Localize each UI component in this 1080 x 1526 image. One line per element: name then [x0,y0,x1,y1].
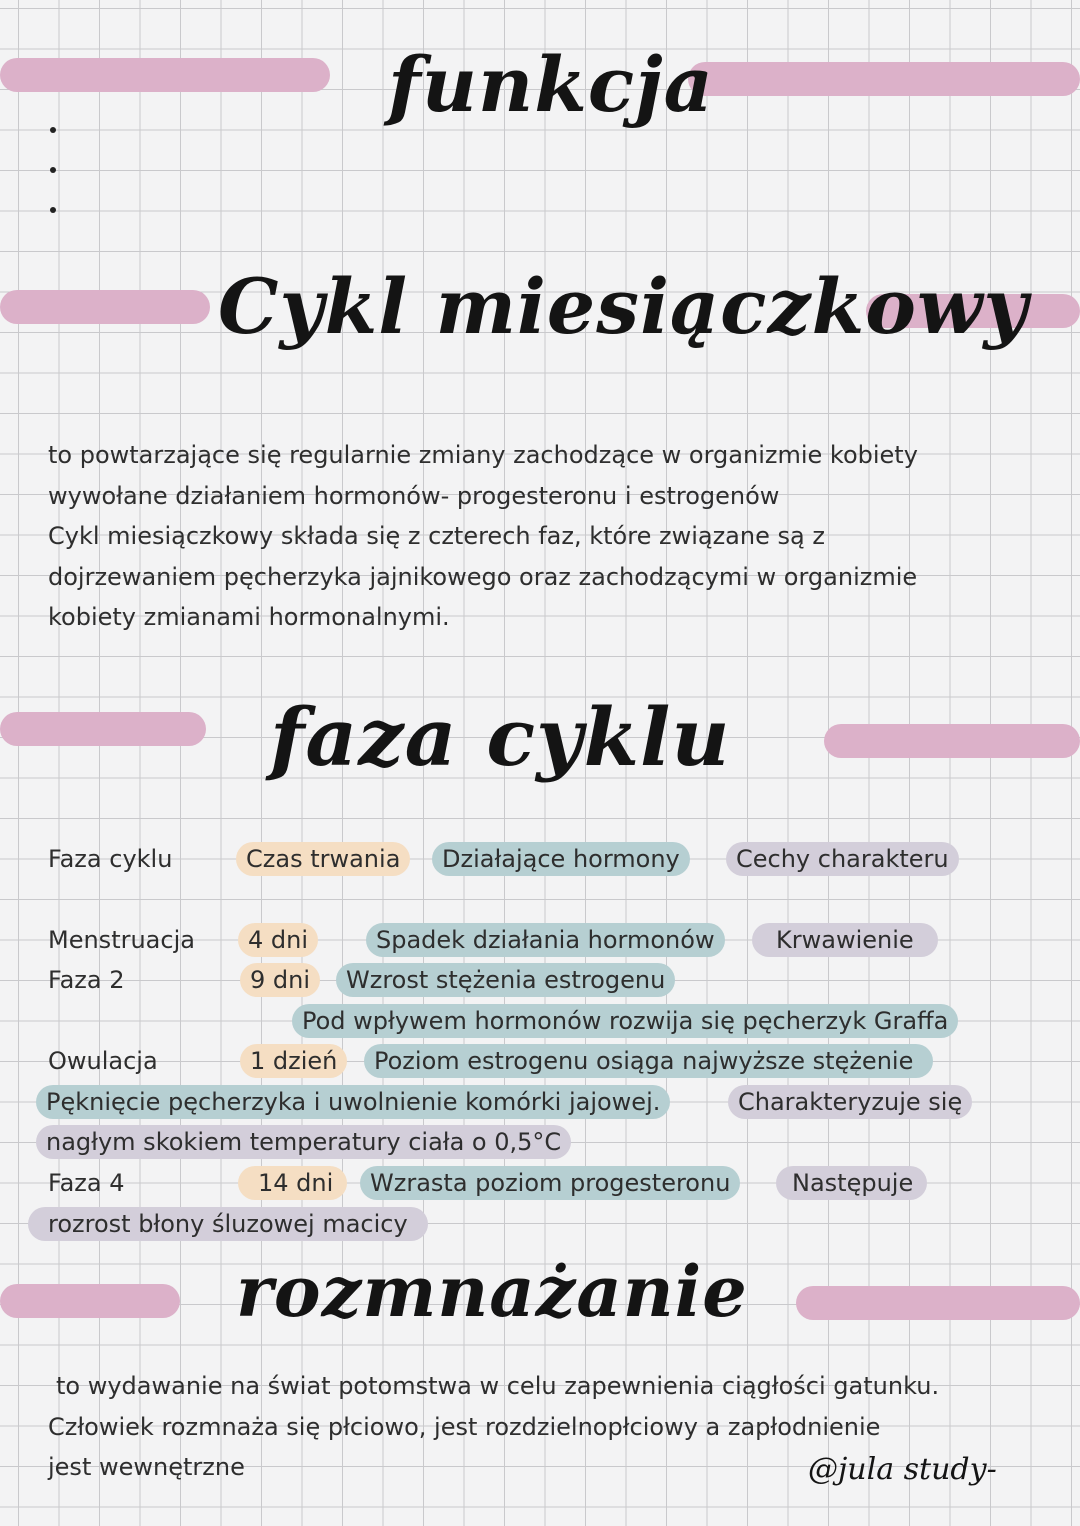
decor-stripe [688,62,1080,96]
row-faza4-czas: 14 dni [238,1166,347,1200]
header-dzialajace-hormony: Działające hormony [432,842,690,876]
rozmnazanie-line: to wydawanie na świat potomstwa w celu zapewnienia ciągłości gatunku. [56,1372,940,1400]
row-menstruacja-faza: Menstruacja [48,926,195,954]
title-rozmnazanie: rozmnażanie [236,1250,748,1333]
title-funkcja: funkcja [388,40,714,129]
title-cykl-miesiaczkowy: Cykl miesiączkowy [218,262,1029,351]
row-faza2-hormony: Wzrost stężenia estrogenu [336,963,675,997]
rozmnazanie-line: Człowiek rozmnaża się płciowo, jest rozdzielnopłciowy a zapłodnienie [48,1412,881,1441]
row-menstruacja-hormony: Spadek działania hormonów [366,923,725,957]
cykl-line: dojrzewaniem pęcherzyka jajnikowego oraz zachodzącymi w organizmie [48,562,918,591]
cykl-line: kobiety zmianami hormonalnymi. [48,603,450,631]
row-faza4-hormony: Wzrasta poziom progesteronu [360,1166,740,1200]
dot-marker [50,207,56,213]
decor-stripe [796,1286,1080,1320]
dot-marker [50,127,56,133]
header-czas-trwania: Czas trwania [236,842,410,876]
row-faza4-cechy: Następuje [776,1166,927,1200]
rozmnazanie-line: jest wewnętrzne [48,1453,245,1481]
dot-marker [50,167,56,173]
title-faza-cyklu: faza cyklu [270,690,731,784]
row-faza4-cechy-cont: rozrost błony śluzowej macicy [28,1207,428,1241]
cykl-description [48,435,918,638]
row-owulacja-cechy-cont: nagłym skokiem temperatury ciała o 0,5°C [36,1125,571,1159]
cykl-line: wywołane działaniem hormonów- progesteronu i estrogenów [48,481,780,510]
row-owulacja-cechy: Charakteryzuje się [728,1085,972,1119]
row-owulacja-faza: Owulacja [48,1047,158,1075]
author-signature: @jula study- [808,1452,997,1487]
decor-stripe [0,58,330,92]
row-owulacja-czas: 1 dzień [240,1044,347,1078]
decor-stripe [0,290,210,324]
header-faza-cyklu: Faza cyklu [48,845,173,873]
header-cechy-charakteru: Cechy charakteru [726,842,959,876]
cykl-line: to powtarzające się regularnie zmiany zachodzące w organizmie kobiety [48,441,918,469]
row-faza2-faza: Faza 2 [48,966,125,994]
row-faza4-faza: Faza 4 [48,1169,125,1197]
row-faza2-hormony-cont: Pod wpływem hormonów rozwija się pęcherzyk Graffa [292,1004,958,1038]
row-menstruacja-cechy: Krwawienie [752,923,938,957]
row-owulacja-hormony: Poziom estrogenu osiąga najwyższe stężenie [364,1044,933,1078]
rozmnazanie-description [48,1366,939,1488]
row-owulacja-hormony-cont: Pęknięcie pęcherzyka i uwolnienie komórki jajowej. [36,1085,670,1119]
row-menstruacja-czas: 4 dni [238,923,318,957]
cykl-line: Cykl miesiączkowy składa się z czterech faz, które związane są z [48,522,825,550]
decor-stripe [0,712,206,746]
decor-stripe [824,724,1080,758]
row-faza2-czas: 9 dni [240,963,320,997]
decor-stripe [0,1284,180,1318]
